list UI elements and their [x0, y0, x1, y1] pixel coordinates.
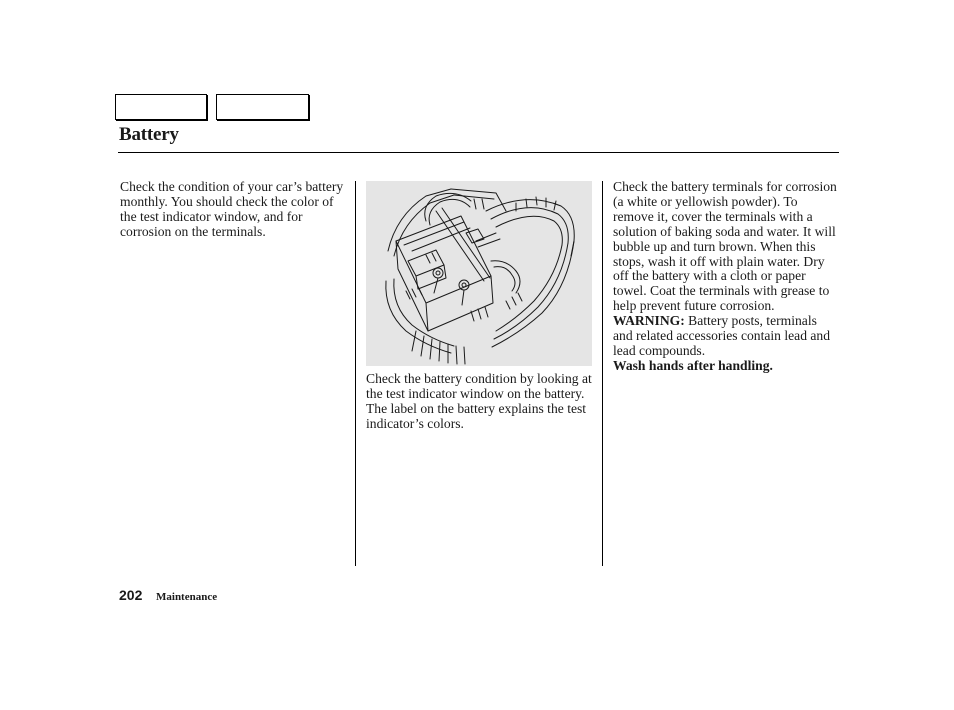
corrosion-paragraph: Check the battery terminals for corrosion (a white or yellowish powder). To remove it, cover the terminals with a solution of baking soda and water. It will bubble up and turn brown. When this stops, wash it off with plain water. Dry off the battery with a cloth or paper towel. Coat the terminals with grease to help prevent future corrosion. [613, 179, 837, 314]
figure-caption-2: The label on the battery explains the test indicator’s colors. [366, 400, 587, 431]
figure-caption-1: Check the battery condition by looking at the test indicator window on the battery. [366, 371, 592, 401]
column-corrosion [613, 180, 839, 374]
title-divider [118, 152, 839, 153]
column-divider-2 [602, 181, 603, 566]
column-figure-caption [366, 372, 594, 432]
warning-label: WARNING: [613, 313, 685, 329]
section-name: Maintenance [156, 591, 218, 603]
column-intro [120, 180, 352, 240]
column-divider-1 [355, 181, 356, 566]
intro-paragraph: Check the condition of your car’s battery monthly. You should check the color of the test indicator window, and for corrosion on the terminals. [120, 179, 344, 239]
warning-paragraph [613, 314, 839, 374]
warning-text: Battery posts, terminals and related accessories contain lead and lead compounds. [613, 313, 831, 358]
warning-bold-text: Wash hands after handling. [613, 357, 773, 373]
battery-illustration-icon [366, 181, 592, 366]
nav-tab-previous[interactable] [115, 94, 207, 120]
page-title: Battery [119, 124, 179, 145]
nav-tab-next[interactable] [216, 94, 309, 120]
page-number: 202 [119, 587, 143, 603]
